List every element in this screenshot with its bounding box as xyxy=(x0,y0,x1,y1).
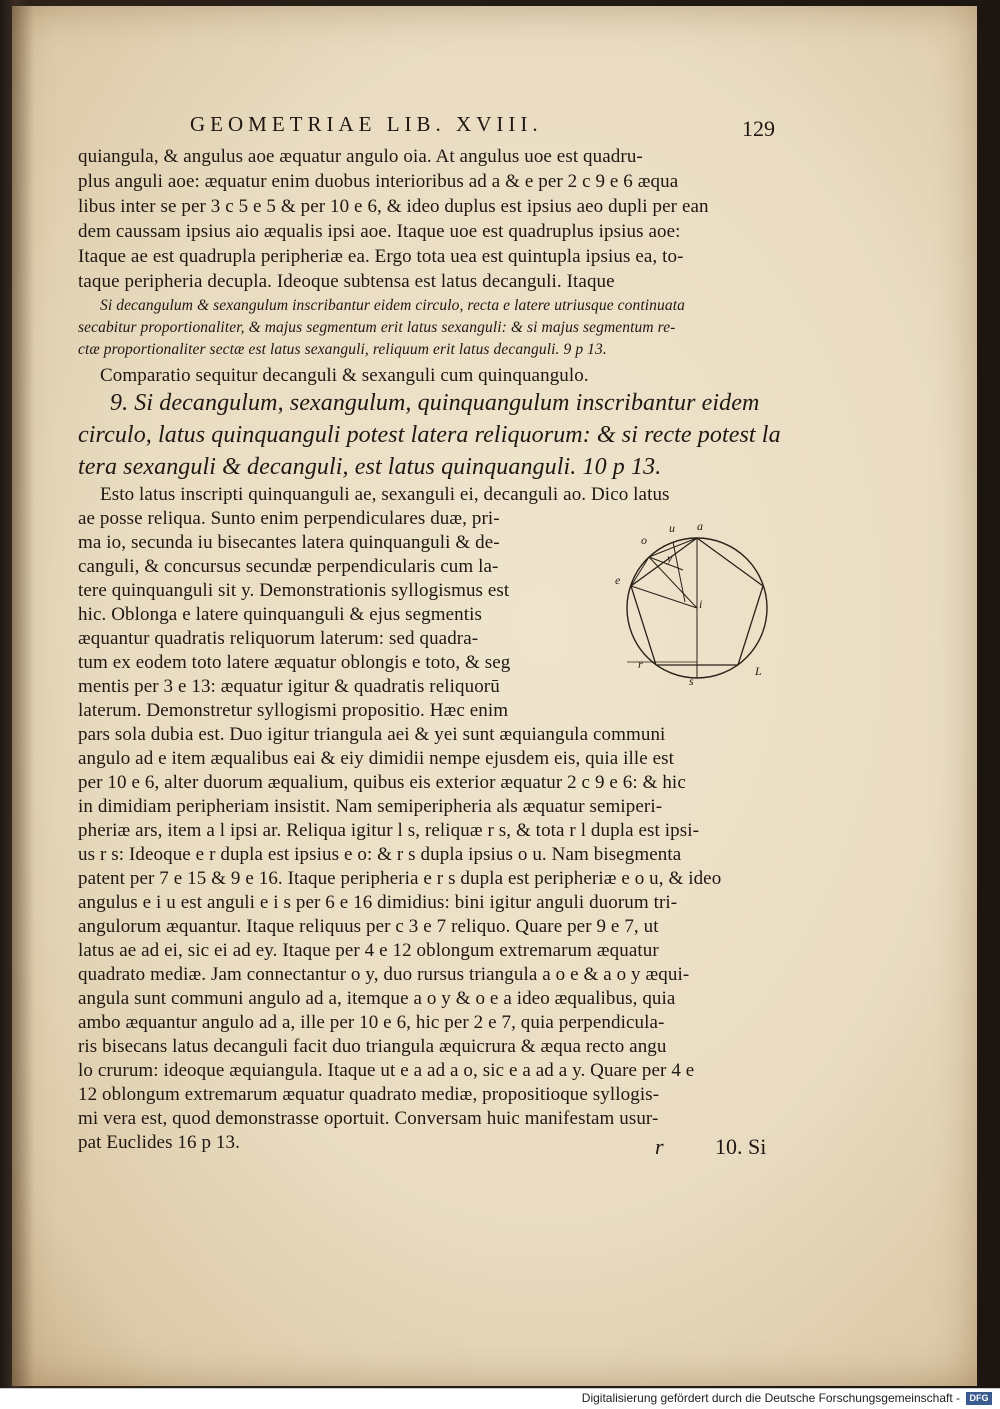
text-line: ris bisecans latus decanguli facit duo triangula æquicrura & æqua recto angu xyxy=(78,1036,667,1057)
diagram-decagon-side xyxy=(649,538,697,557)
text-line: quiangula, & angulus aoe æquatur angulo oia. At angulus uoe est quadru- xyxy=(78,146,643,167)
text-line: Itaque ae est quadrupla peripheriæ ea. Ergo tota uea est quintupla ipsius ea, to- xyxy=(78,246,684,267)
proposition-line: tera sexanguli & decanguli, est latus quinquanguli. 10 p 13. xyxy=(78,454,662,480)
diagram-label: e xyxy=(615,573,621,587)
pentagon-diagram xyxy=(605,512,780,687)
text-line: patent per 7 e 15 & 9 e 16. Itaque peripheria e r s dupla est peripheriæ e o u, & ideo xyxy=(78,868,722,889)
page-number: 129 xyxy=(742,116,775,141)
diagram-label: u xyxy=(669,521,675,535)
diagram-label: i xyxy=(699,597,703,611)
proposition-line: 9. Si decangulum, sexangulum, quinquangulum inscribantur eidem xyxy=(110,390,760,416)
page-gutter-shadow xyxy=(12,6,34,1386)
text-line: Esto latus inscripti quinquanguli ae, sexanguli ei, decanguli ao. Dico latus xyxy=(100,484,670,505)
text-line: quadrato mediæ. Jam connectantur o y, duo rursus triangula a o e & a o y æqui- xyxy=(78,964,690,985)
diagram-label: y xyxy=(667,551,673,565)
text-line: pheriæ ars, item a l ipsi ar. Reliqua igitur l s, reliquæ r s, & tota r l dupla est ipsi- xyxy=(78,820,700,841)
text-line: mentis per 3 e 13: æquatur igitur & quadratis reliquorū xyxy=(78,676,500,697)
proposition-line: circulo, latus quinquanguli potest latera reliquorum: & si recte potest la xyxy=(78,422,781,448)
text-line: us r s: Ideoque e r dupla est ipsius e o: & r s dupla ipsius o u. Nam bisegmenta xyxy=(78,844,682,865)
text-line: libus inter se per 3 c 5 e 5 & per 10 e 6, & ideo duplus est ipsius aeo dupli per ean xyxy=(78,196,709,217)
diagram-decagon-side xyxy=(631,557,649,586)
text-line: latus ae ad ei, sic ei ad ey. Itaque per 4 e 12 oblongum extremarum æquatur xyxy=(78,940,659,961)
text-line: laterum. Demonstretur syllogismi propositio. Hæc enim xyxy=(78,700,509,721)
running-head: GEOMETRIAE LIB. XVIII. xyxy=(190,112,543,136)
text-line: hic. Oblonga e latere quinquanguli & ejus segmentis xyxy=(78,604,483,625)
text-line: mi vera est, quod demonstrasse oportuit. Conversam huic manifestam usur- xyxy=(78,1108,659,1129)
signature-mark: r xyxy=(655,1134,664,1159)
dfg-logo: DFG xyxy=(966,1392,992,1405)
text-line: dem caussam ipsius aio æqualis ipsi aoe. Itaque uoe est quadruplus ipsius aoe: xyxy=(78,221,681,242)
text-line: pars sola dubia est. Duo igitur triangula aei & yei sunt æquiangula communi xyxy=(78,724,666,745)
text-line: tere quinquanguli sit y. Demonstrationis syllogismus est xyxy=(78,580,510,601)
text-line: taque peripheria decupla. Ideoque subtensa est latus decanguli. Itaque xyxy=(78,271,615,292)
text-line: æquantur quadratis reliquorum laterum: sed quadra- xyxy=(78,628,479,649)
diagram-line xyxy=(649,557,683,570)
footer-bar xyxy=(0,1388,1000,1409)
text-line: ae posse reliqua. Sunto enim perpendiculares duæ, pri- xyxy=(78,508,500,529)
text-line: per 10 e 6, alter duorum æqualium, quibus eis exterior æquatur 2 c 9 e 6: & hic xyxy=(78,772,686,793)
text-line: ambo æquantur angulo ad a, ille per 10 e 6, hic per 2 e 7, quia perpendicula- xyxy=(78,1012,665,1033)
text-line: angula sunt communi angulo ad a, itemque a o y & o e a ideo æqualibus, quia xyxy=(78,988,676,1009)
theorem-line: secabitur proportionaliter, & majus segmentum erit latus sexanguli: & si majus segmentum re- xyxy=(78,319,676,336)
text-line: angulorum æquantur. Itaque reliquus per c 3 e 7 reliquo. Quare per 9 e 7, ut xyxy=(78,916,659,937)
text-line: angulus e i u est anguli e i s per 6 e 16 dimidius: bini igitur anguli duorum tri- xyxy=(78,892,678,913)
text-line: canguli, & concursus secundæ perpendicularis cum la- xyxy=(78,556,499,577)
text-line: in dimidiam peripheriam insistit. Nam semiperipheria als æquatur semiperi- xyxy=(78,796,663,817)
theorem-line: Si decangulum & sexangulum inscribantur eidem circulo, recta e latere utriusque continuata xyxy=(100,297,685,314)
text-line: angulo ad e item æqualibus eai & eiy dimidii nempe ejusdem eis, quia ille est xyxy=(78,748,675,769)
text-line: 12 oblongum extremarum æquatur quadrato mediæ, propositioque syllogis- xyxy=(78,1084,660,1105)
diagram-label: a xyxy=(697,519,703,533)
text-line: lo crurum: ideoque æquiangula. Itaque ut e a ad a o, sic e a ad a y. Quare per 4 e xyxy=(78,1060,695,1081)
text-line: pat Euclides 16 p 13. xyxy=(78,1132,240,1153)
diagram-label: L xyxy=(755,664,762,678)
text-line: ma io, secunda iu bisecantes latera quinquanguli & de- xyxy=(78,532,500,553)
text-line: plus anguli aoe: æquatur enim duobus interioribus ad a & e per 2 c 9 e 6 æqua xyxy=(78,171,679,192)
footer-credit: Digitalisierung gefördert durch die Deutsche Forschungsgemeinschaft - xyxy=(581,1391,960,1405)
text-line: tum ex eodem toto latere æquatur oblongis e toto, & seg xyxy=(78,652,511,673)
theorem-line: ctæ proportionaliter sectæ est latus sexanguli, reliquum erit latus decanguli. 9 p 13. xyxy=(78,341,607,358)
catchword: 10. Si xyxy=(715,1134,767,1159)
diagram-label: o xyxy=(641,533,647,547)
diagram-label: s xyxy=(689,674,694,687)
diagram-label: r xyxy=(638,657,643,671)
comparatio-line: Comparatio sequitur decanguli & sexanguli cum quinquangulo. xyxy=(100,365,589,386)
